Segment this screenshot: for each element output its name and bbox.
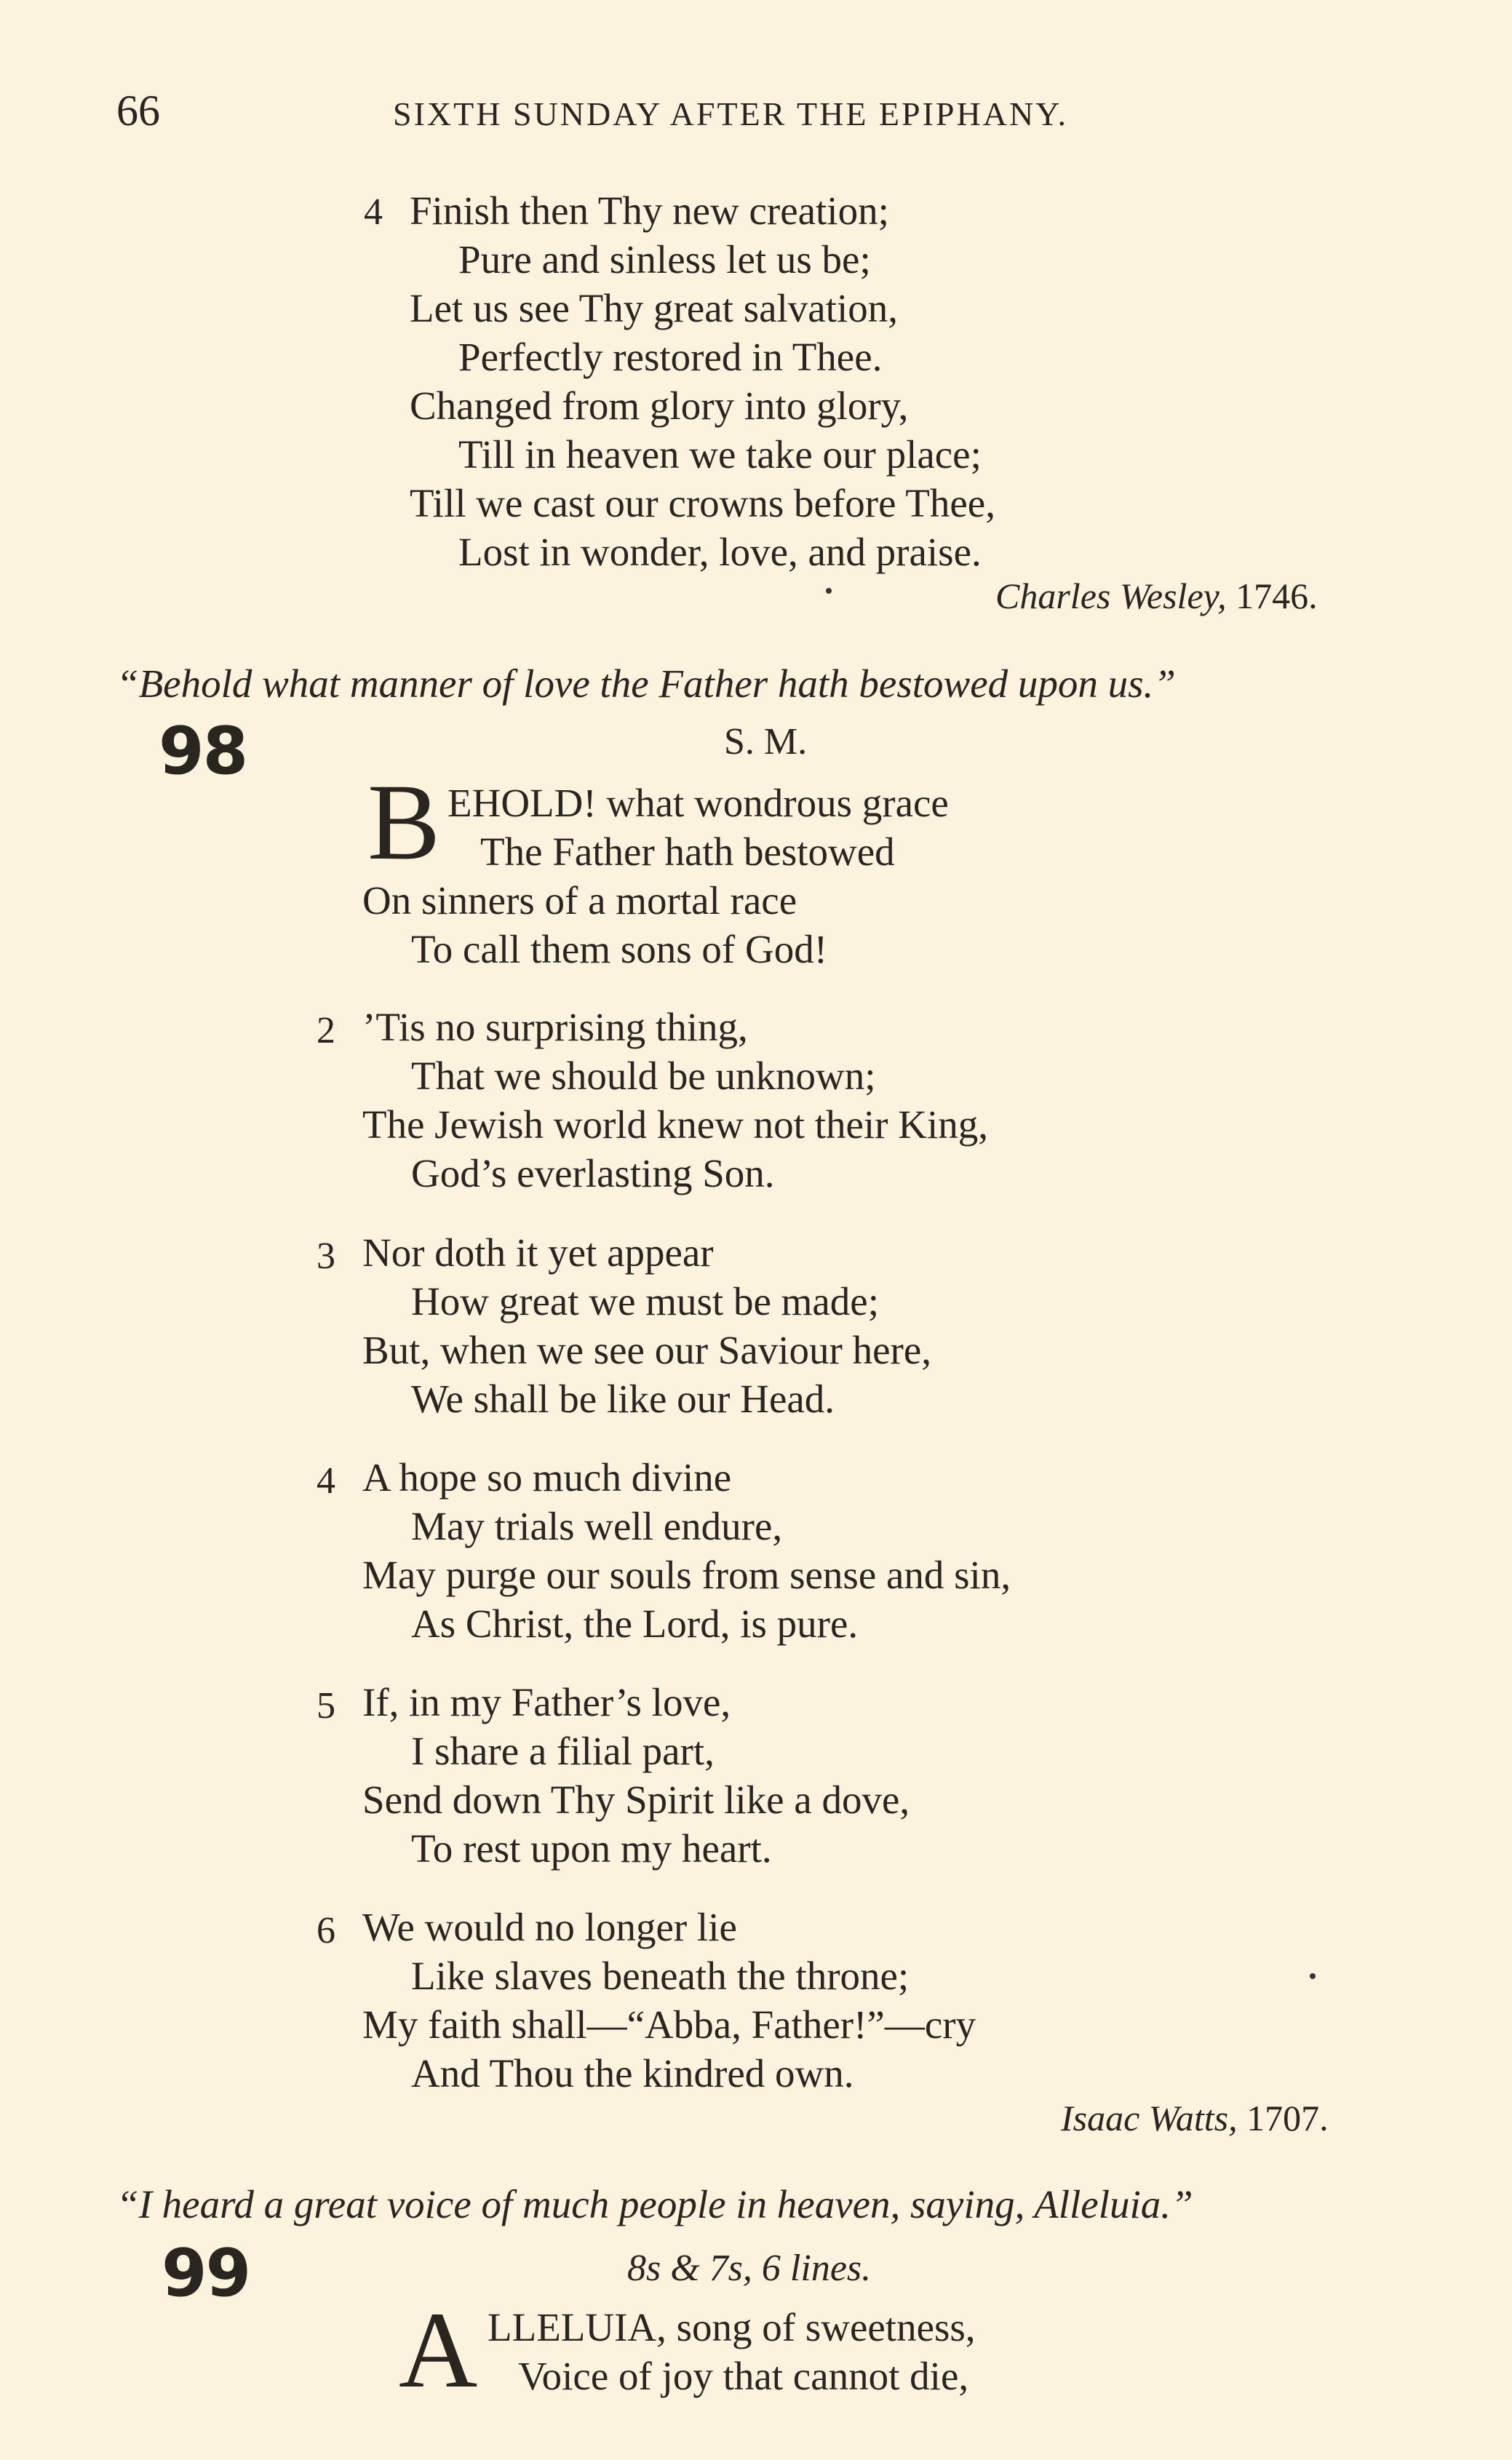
hymn-number: 99 [162, 2235, 250, 2312]
page-number: 66 [116, 87, 160, 135]
verse-line: On sinners of a mortal race [362, 878, 797, 923]
print-speck [826, 588, 832, 594]
verse-line: If, in my Father’s love, [362, 1680, 731, 1724]
author-name: Isaac Watts, [1061, 2098, 1238, 2138]
hymn-epigraph: “I heard a great voice of much people in heaven, saying, Alleluia.” [116, 2182, 1193, 2226]
verse-line: As Christ, the Lord, is pure. [411, 1601, 859, 1646]
verse-number: 5 [317, 1685, 335, 1727]
verse-number: 3 [317, 1235, 335, 1277]
verse-line: Lost in wonder, love, and praise. [458, 530, 982, 574]
verse-line: I share a filial part, [411, 1729, 715, 1773]
verse-line: We shall be like our Head. [411, 1377, 835, 1421]
drop-cap: A [399, 2290, 478, 2411]
verse-number: 6 [317, 1910, 335, 1951]
verse-line: How great we must be made; [411, 1279, 880, 1323]
verse-line: May trials well endure, [411, 1504, 783, 1548]
verse-line: LLELUIA, song of sweetness, [488, 2305, 976, 2349]
verse-line: Pure and sinless let us be; [458, 237, 871, 282]
hymn-meter: 8s & 7s, 6 lines. [627, 2248, 872, 2289]
verse-line: Let us see Thy great salvation, [410, 286, 899, 330]
verse-line: Till in heaven we take our place; [458, 432, 982, 477]
verse-line: May purge our souls from sense and sin, [362, 1553, 1011, 1597]
hymn-number: 98 [159, 713, 247, 789]
verse-number: 4 [364, 191, 383, 233]
print-speck [1310, 1973, 1316, 1979]
verse-line: Perfectly restored in Thee. [458, 335, 883, 379]
author-name: Charles Wesley, [995, 576, 1227, 616]
verse-line: That we should be unknown; [411, 1054, 876, 1098]
verse-line: We would no longer lie [362, 1905, 737, 1949]
verse-line: Finish then Thy new creation; [410, 188, 889, 233]
hymn-meter: S. M. [724, 721, 808, 763]
verse-line: Nor doth it yet appear [362, 1230, 714, 1275]
author-year: 1746. [1236, 576, 1318, 616]
verse-line: Send down Thy Spirit like a dove, [362, 1778, 910, 1822]
drop-cap: B [367, 762, 441, 883]
verse-line: My faith shall—“Abba, Father!”—cry [362, 2002, 976, 2047]
verse-line: The Father hath bestowed [480, 829, 895, 874]
hymn-author [1061, 2097, 1329, 2139]
verse-number: 4 [317, 1460, 335, 1502]
verse-line: ’Tis no surprising thing, [362, 1005, 748, 1049]
verse-line: A hope so much divine [362, 1455, 732, 1500]
verse-line: To rest upon my heart. [411, 1826, 772, 1871]
verse-line: Voice of joy that cannot die, [518, 2354, 969, 2398]
verse-line: EHOLD! what wondrous grace [447, 781, 949, 825]
verse-line: But, when we see our Saviour here, [362, 1328, 932, 1372]
running-title: SIXTH SUNDAY AFTER THE EPIPHANY. [393, 95, 1068, 132]
verse-line: Till we cast our crowns before Thee, [410, 481, 995, 525]
hymn-author [995, 575, 1318, 617]
verse-number: 2 [317, 1010, 335, 1051]
verse-line: Like slaves beneath the throne; [411, 1954, 910, 1998]
verse-line: The Jewish world knew not their King, [362, 1102, 988, 1147]
verse-line: Changed from glory into glory, [410, 383, 909, 428]
hymn-epigraph: “Behold what manner of love the Father hath bestowed upon us.” [116, 661, 1176, 706]
author-year: 1707. [1246, 2098, 1329, 2138]
verse-line: To call them sons of God! [411, 927, 828, 971]
verse-line: And Thou the kindred own. [411, 2051, 854, 2095]
verse-line: God’s everlasting Son. [411, 1151, 775, 1195]
